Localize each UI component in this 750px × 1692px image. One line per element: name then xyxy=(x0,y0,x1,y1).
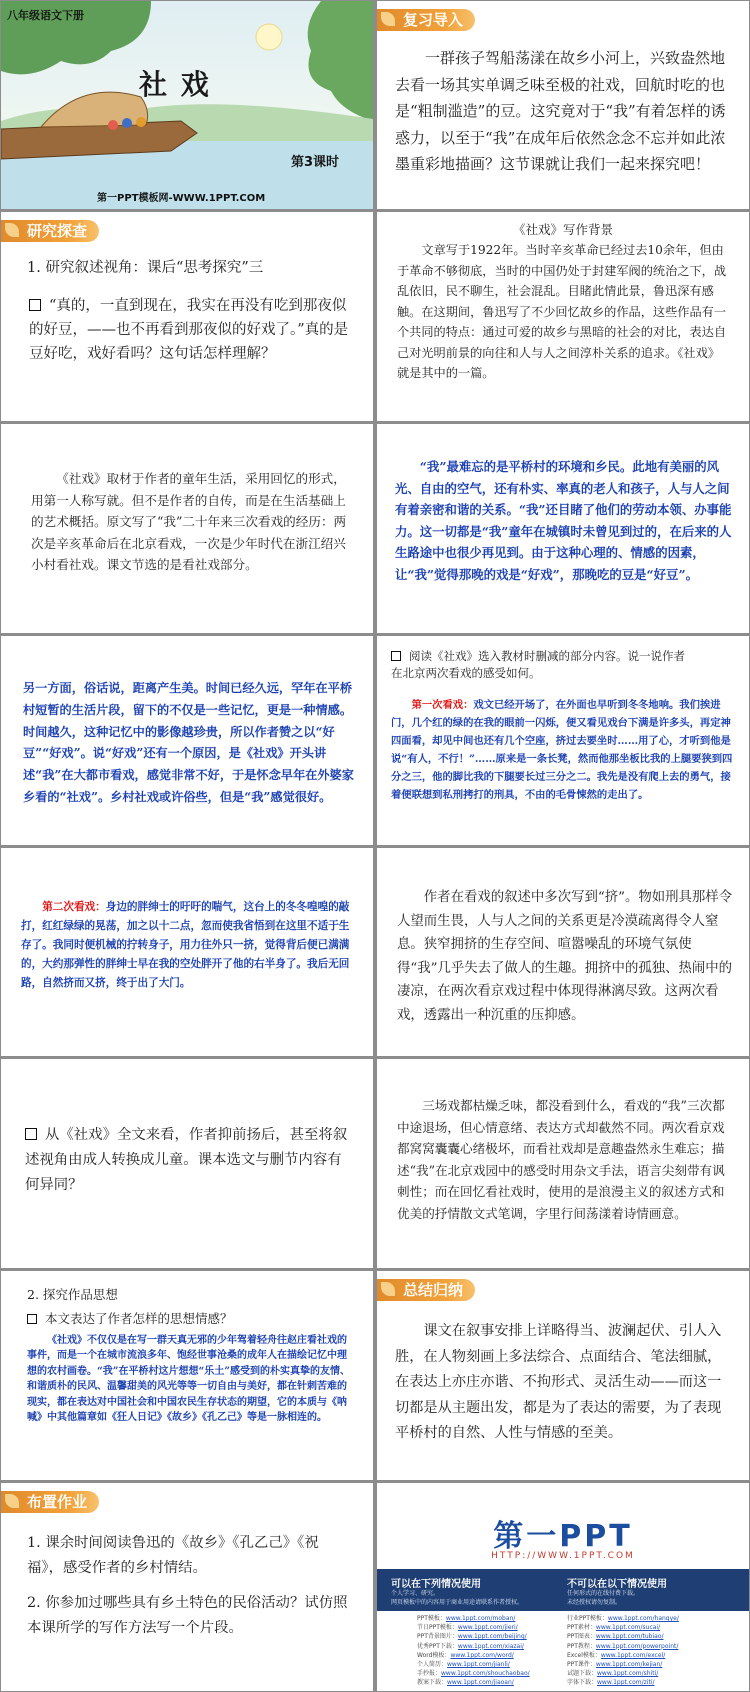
link-url[interactable]: www.1ppt.com/powerpoint/ xyxy=(595,1642,679,1650)
slide-theme-thought[interactable] xyxy=(1,1271,373,1480)
link-url[interactable]: www.1ppt.com/jieri/ xyxy=(457,1624,518,1632)
cover-title: 社 戏 xyxy=(139,68,211,101)
link-label: Excel模板： xyxy=(567,1651,601,1659)
second-play-label: 第二次看戏： xyxy=(42,901,106,913)
source-paragraph: 《社戏》取材于作者的童年生活，采用回忆的形式，用第一人称写就。但不是作者的自传，而是在生活基础上的艺术概括。原文写了“我”二十年来三次看戏的经历：两次是辛亥革命后在北京看戏，一次是少年时代在浙江绍兴小村看社戏。课文节选的是看社戏部分。 xyxy=(31,471,347,572)
moon xyxy=(256,24,282,50)
link-label: 字体下载： xyxy=(567,1679,598,1687)
link-url[interactable]: www.1ppt.com/kejian/ xyxy=(595,1661,663,1669)
link-label: 试题下载： xyxy=(567,1670,598,1678)
allowed-note-2: 网页模板中的内容用于商业用途请联系作者授权。 xyxy=(391,1599,524,1606)
leaf-icon xyxy=(381,1282,395,1296)
credits-panel xyxy=(377,1569,749,1691)
link-label: 优秀PPT下载： xyxy=(417,1642,458,1650)
link-url[interactable]: www.1ppt.com/ziti/ xyxy=(597,1679,655,1687)
slide-squeeze-analysis[interactable] xyxy=(377,848,749,1056)
first-question-text: 阅读《社戏》选入教材时删减的部分内容。说一说作者在北京两次看戏的感受如何。 xyxy=(391,649,685,680)
section-tag xyxy=(1,220,99,242)
slide-first-play[interactable] xyxy=(377,636,749,845)
slide-summary[interactable] xyxy=(377,1271,749,1480)
second-play-excerpt xyxy=(21,898,351,993)
template-link-row[interactable] xyxy=(417,1623,530,1632)
template-link-row[interactable] xyxy=(417,1651,530,1660)
template-link-row[interactable] xyxy=(567,1632,679,1641)
slide-comparison-answer[interactable] xyxy=(377,1059,749,1268)
link-label: PPT模板： xyxy=(417,1615,446,1622)
template-link-row[interactable] xyxy=(417,1642,530,1651)
logo-text: 第一PPT xyxy=(493,1519,633,1554)
checkbox-icon xyxy=(25,1128,37,1140)
intro-paragraph: 一群孩子驾船荡漾在故乡小河上，兴致盎然地去看一场其实单调乏味至极的社戏，回航时吃的也是“粗制滥造”的豆。这究竟对于“我”有着怎样的诱惑力，以至于“我”在成年后依然念念不忘并如此浓墨重彩地描画？这节课就让我们一起来探究吧！ xyxy=(395,49,726,173)
tree-right xyxy=(308,1,373,121)
checkbox-icon xyxy=(29,299,41,311)
background-paragraph: 文章写于1922年。当时辛亥革命已经过去10余年，但由于革命不够彻底，当时的中国仍处于封建军阀的统治之下，战乱依旧，民不聊生，社会混乱。目睹此情此景，鲁迅深有感触。在这期间，鲁迅写了不少回忆故乡的作品，这些作品有一个共同的特点：通过可爱的故乡与黑暗的社会的对比，表达自己对光明前景的向往和人与人之间淳朴关系的追求。《社戏》就是其中的一篇。 xyxy=(397,243,727,380)
link-label: PPT课件： xyxy=(567,1661,596,1669)
memory-paragraph: “我”最难忘的是平桥村的环境和乡民。此地有美丽的风光、自由的空气，还有朴实、率真的老人和孩子，人与人之间有着亲密和谐的关系。“我”还目睹了他们的劳动本领、办事能力。这一切都是“我”童年在城镇时未曾见到过的，在后来的人生路途中也很少再见到。由于这种心理的、情感的因素，让“我”觉得那晚的戏是“好戏”，那晚吃的豆是“好豆”。 xyxy=(395,459,732,582)
right-links xyxy=(567,1614,679,1688)
link-url[interactable]: www.1ppt.com/xiazai/ xyxy=(457,1642,524,1650)
slide-homework[interactable] xyxy=(1,1483,373,1691)
slide-distance-beauty[interactable] xyxy=(1,636,373,845)
forbidden-note-1: 任何形式的在线付费下载。 xyxy=(567,1590,640,1597)
leaf-icon xyxy=(5,223,19,237)
comparison-question xyxy=(25,1123,351,1198)
link-url[interactable]: www.1ppt.com/jianli/ xyxy=(447,1661,510,1669)
template-link-row[interactable] xyxy=(567,1669,679,1678)
first-play-text: 戏文已经开场了，在外面也早听到冬冬地响。我们挨进门，几个红的绿的在我的眼前一闪烁，便又看见戏台下满是许多头，再定神四面看，却见中间也还有几个空座，挤过去要坐时……用了心，才听到他是说“有人，不行！”……原来是一条长凳，然而他那坐板比我的上腿要狭到四分之三，他的脚比我的下腿要长过三分之二。我先是没有爬上去的勇气，接着便联想到私刑拷打的刑具，不由的毛骨悚然的走出了。 xyxy=(391,699,733,801)
forbidden-note xyxy=(567,1589,639,1607)
child-3 xyxy=(136,117,146,127)
section-tag-label: 复习导入 xyxy=(403,11,464,29)
allowed-note-1: 个人学习、研究。 xyxy=(391,1590,440,1597)
theme-paragraph: 《社戏》不仅仅是在写一群天真无邪的少年驾着轻舟往赵庄看社戏的事件，而是一个在城市流浪多年、饱经世事沧桑的成年人在描绘记忆中理想的农村画卷。“我”在平桥村这片想想“乐土”感受到的朴实真挚的友情、和谐质朴的民风、温馨甜美的风光等等一切自由与美好，都在针刺苦难的现实，都在表达对中国社会和中国农民生存状态的期望，它的本质与《呐喊》中其他篇章如《狂人日记》《故乡》《孔乙己》等是一脉相连的。 xyxy=(27,1335,351,1424)
allowed-note xyxy=(391,1589,523,1607)
comparison-paragraph: 三场戏都枯燥乏味，都没看到什么，看戏的“我”三次都中途退场，但心情意绪、表达方式却截然不同。两次看京戏都窝窝囊囊心绪极坏，而看社戏却是意趣盎然永生难忘；描述“我”在北京戏园中的感受时用杂文手法，语言尖刻带有讽刺性；而在回忆看社戏时，使用的是浪漫主义的叙述方式和优美的抒情散文式笔调，字里行间荡漾着诗情画意。 xyxy=(397,1098,725,1221)
template-link-row[interactable] xyxy=(567,1614,679,1623)
link-label: PPT素材： xyxy=(567,1624,596,1632)
link-url[interactable]: www.1ppt.com/tubiao/ xyxy=(595,1633,664,1641)
link-url[interactable]: www.1ppt.com/beijing/ xyxy=(457,1633,527,1641)
link-url[interactable]: www.1ppt.com/sucai/ xyxy=(595,1624,661,1632)
link-label: PPT教程： xyxy=(567,1642,596,1650)
second-play-text: 身边的胖绅士的吁吁的喘气，这台上的冬冬喤喤的敲打，红红绿绿的晃荡，加之以十二点，忽而使我省悟到在这里不适于生存了。我同时便机械的拧转身子，用力往外只一挤，觉得背后便已满满的，大约那弹性的胖绅士早在我的空处胖开了他的右半身了。我后无回路，自然挤而又挤，终于出了大门。 xyxy=(21,901,350,989)
left-links xyxy=(417,1614,530,1688)
leaf-icon xyxy=(5,1494,19,1508)
forbidden-heading: 不可以在以下情况使用 xyxy=(567,1579,667,1590)
first-question xyxy=(391,648,691,682)
link-label: 教案下载： xyxy=(417,1679,448,1687)
template-link-row[interactable] xyxy=(567,1678,679,1687)
template-link-row[interactable] xyxy=(567,1660,679,1669)
homework-item-1: 1. 课余时间阅读鲁迅的《故乡》《孔乙己》《祝福》，感受作者的乡村情结。 xyxy=(27,1535,319,1576)
section-tag xyxy=(377,1279,475,1301)
link-label: Word模板： xyxy=(417,1651,451,1659)
homework-item-2: 2. 你参加过哪些具有乡土特色的民俗活动？试仿照本课所学的写作方法写一个片段。 xyxy=(27,1595,348,1636)
link-label: PPT背景图片： xyxy=(417,1633,458,1641)
first-play-excerpt xyxy=(391,696,735,804)
summary-paragraph: 课文在叙事安排上详略得当、波澜起伏、引人入胜，在人物刻画上多法综合、点面结合、笔法细腻，在表达上亦庄亦谐、不拘形式、灵活生动——而这一切都是从主题出发，都是为了表达的需要，为了表现平桥村的自然、人性与情感的至美。 xyxy=(395,1323,722,1441)
template-link-row[interactable] xyxy=(567,1642,679,1651)
link-url[interactable]: www.1ppt.com/word/ xyxy=(450,1651,514,1659)
checkbox-icon xyxy=(27,1314,37,1324)
template-link-row[interactable] xyxy=(417,1678,530,1687)
template-link-row[interactable] xyxy=(417,1669,530,1678)
theme-question xyxy=(27,1309,347,1327)
comparison-question-text: 从《社戏》全文来看，作者抑前扬后，甚至将叙述视角由成人转换成儿童。课本选文与删节内容有何异同？ xyxy=(25,1127,348,1193)
slide-review-intro[interactable] xyxy=(377,1,749,209)
template-link-row[interactable] xyxy=(417,1660,530,1669)
link-url[interactable]: www.1ppt.com/shouchaobao/ xyxy=(441,1670,530,1678)
lesson-label: 第3课时 xyxy=(291,155,340,170)
grade-label: 八年级语文下册 xyxy=(7,9,84,22)
child-1 xyxy=(108,120,118,130)
template-link-row[interactable] xyxy=(567,1623,679,1632)
link-url[interactable]: www.1ppt.com/moban/ xyxy=(445,1615,516,1622)
links-box xyxy=(377,1611,749,1691)
link-url[interactable]: www.1ppt.com/jiaoan/ xyxy=(447,1679,514,1687)
section-tag-label: 研究探查 xyxy=(27,222,88,240)
slide-title-cover[interactable] xyxy=(1,1,373,209)
template-link-row[interactable] xyxy=(567,1651,679,1660)
question-block xyxy=(29,294,349,366)
link-label: 个人简历： xyxy=(417,1661,448,1669)
squeeze-paragraph: 作者在看戏的叙述中多次写到“挤”。物如刑具那样令人望而生畏，人与人之间的关系更是冷漠疏离得令人窒息。狭窄拥挤的生存空间、喧嚣噪乱的环境气氛使得“我”几乎失去了做人的生趣。拥挤中的孤独、热闹中的凄凉，在两次看京戏过程中体现得淋漓尽致。这两次看戏，透露出一种沉重的压抑感。 xyxy=(397,890,733,1023)
slide-comparison-question[interactable] xyxy=(1,1059,373,1268)
section-tag-label: 总结归纳 xyxy=(403,1281,464,1299)
logo-url: HTTP://WWW.1PPT.COM xyxy=(491,1551,635,1561)
brand-label: 第一PPT模板网-WWW.1PPT.COM xyxy=(97,193,266,204)
first-play-label: 第一次看戏： xyxy=(411,699,474,711)
slide-second-play[interactable] xyxy=(1,848,373,1056)
slide-background[interactable] xyxy=(377,212,749,421)
slide-source-material[interactable] xyxy=(1,424,373,633)
link-label: PPT图表： xyxy=(567,1633,596,1641)
theme-question-text: 本文表达了作者怎样的思想情感？ xyxy=(45,1311,233,1326)
boat-scene-illustration xyxy=(1,1,373,209)
slide-template-credits[interactable] xyxy=(377,1483,749,1691)
checkbox-icon xyxy=(391,651,401,661)
section-tag xyxy=(1,1491,99,1513)
research-heading: 1. 研究叙述视角：课后“思考探究”三 xyxy=(27,260,264,276)
link-label: 行业PPT模板： xyxy=(567,1615,608,1622)
slide-village-memory[interactable] xyxy=(377,424,749,633)
template-link-row[interactable] xyxy=(417,1614,530,1623)
question-text: “真的，一直到现在，我实在再没有吃到那夜似的好豆，——也不再看到那夜似的好戏了。”真的是豆好吃，戏好看吗？这句话怎样理解？ xyxy=(29,298,349,362)
child-2 xyxy=(122,118,132,128)
slide-research-viewpoint[interactable] xyxy=(1,212,373,421)
link-url[interactable]: www.1ppt.com/hangye/ xyxy=(607,1615,679,1622)
allowed-heading: 可以在下列情况使用 xyxy=(391,1579,481,1590)
link-label: 手抄报： xyxy=(417,1670,442,1678)
template-link-row[interactable] xyxy=(417,1632,530,1641)
section-tag xyxy=(377,9,475,31)
link-label: 节日PPT模板： xyxy=(417,1624,458,1632)
theme-heading: 2. 探究作品思想 xyxy=(27,1287,118,1302)
forbidden-note-2: 未经授权请勿复制。 xyxy=(567,1599,622,1606)
distance-paragraph: 另一方面，俗话说，距离产生美。时间已经久远，罕年在平桥村短暂的生活片段，留下的不仅是一些记忆，更是一种情感。时间越久，这种记忆中的影像越珍贵，所以作者赞之以“好豆”“好戏”。说“好戏”还有一个原因，是《社戏》开头讲述“我”在大都市看戏，感觉非常不好，于是怀念早年在外婆家乡看的“社戏”。乡村社戏或许俗些，但是“我”感觉很好。 xyxy=(23,681,354,804)
background-title: 《社戏》写作背景 xyxy=(512,222,613,237)
section-tag-label: 布置作业 xyxy=(27,1493,88,1511)
link-url[interactable]: www.1ppt.com/shiti/ xyxy=(597,1670,659,1678)
link-url[interactable]: www.1ppt.com/excel/ xyxy=(600,1651,666,1659)
leaf-icon xyxy=(381,12,395,26)
